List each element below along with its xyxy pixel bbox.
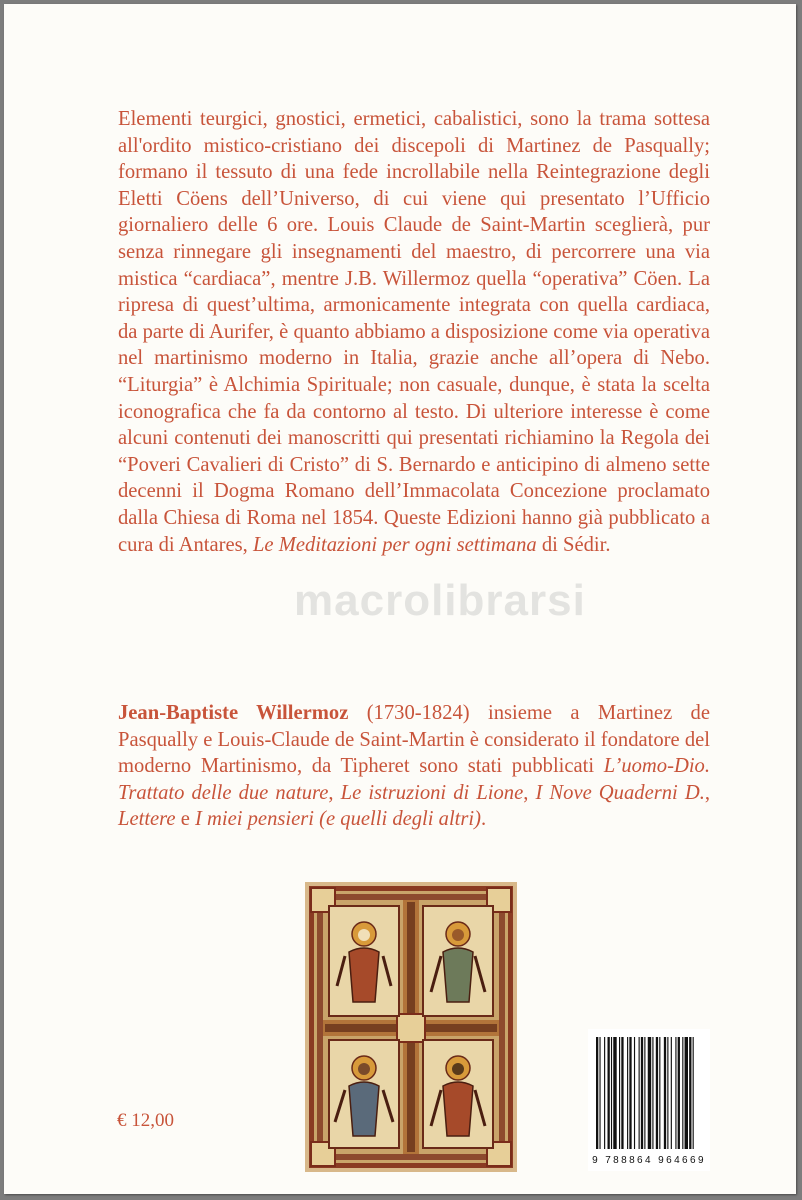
barcode-bar (648, 1037, 651, 1149)
barcode-bar (608, 1037, 610, 1149)
bio-title-4: Lettere (118, 808, 176, 831)
barcode-bar (675, 1037, 676, 1149)
barcode-bar (613, 1037, 616, 1149)
bio-title-3: I Nove Quaderni D. (535, 781, 705, 804)
barcode-bar (682, 1037, 683, 1149)
author-bio (118, 700, 710, 833)
bio-title-2: Le istruzioni di Lione (340, 781, 524, 804)
bio-title-1: L’uomo-Dio. Trattato delle due nature (118, 755, 710, 804)
price: € 12,00 (117, 1110, 174, 1131)
blurb-book-title: Le Meditazioni per ogni settimana (252, 533, 537, 556)
barcode-bar (627, 1037, 628, 1149)
isbn-number: 9 788864 964669 (592, 1155, 706, 1166)
barcode-bar (639, 1037, 640, 1149)
bio-text-2: , (328, 781, 341, 804)
illuminated-manuscript-image (305, 882, 517, 1172)
author-name: Jean-Baptiste Willermoz (118, 702, 349, 724)
blurb-tail: di Sédir. (536, 533, 611, 556)
barcode-bar (671, 1037, 672, 1149)
barcode-bar (689, 1037, 691, 1149)
blurb-text: Elementi teurgici, gnostici, ermetici, cabalistici, sono la trama sottesa all'ordito mistico-cristiano dei discepoli di Martinez de Pasqually; formano il tessuto di una fede incrollabile nella Reintegrazione degli Eletti Cöens dell’Universo, di cui viene qui presentato l’Ufficio giornaliero delle 6 ore. Louis Claude de Saint-Martin sceglierà, pur senza rinnegare gli insegnamenti del maestro, di percorrere una via mistica “cardiaca”, mentre J.B. Willermoz quella “operativa” Cöen. La ripresa di quest’ultima, armonicamente integrata con quella cardiaca, da parte di Aurifer, è quanto abbiamo a disposizione come via operativa nel martinismo moderno in Italia, grazie anche all’opera di Nebo. “Liturgia” è Alchimia Spirituale; non casuale, dunque, è stata la scelta iconografica che fa da contorno al testo. Di ulteriore interesse è come alcuni contenuti dei manoscritti qui presentati richiamino la Regola dei “Poveri Cavalieri di Cristo” di S. Bernardo e anticipino di almeno sette decenni il Dogma Romano dell’Immacolata Concezione proclamato dalla Chiesa di Roma nel 1854. Queste Edizioni hanno già pubblicato a cura di Antares, (118, 108, 710, 556)
back-cover (4, 4, 796, 1194)
barcode (588, 1029, 710, 1171)
barcode-bar (641, 1037, 643, 1149)
blurb-paragraph (118, 106, 710, 558)
bio-text-5: e (175, 808, 196, 831)
barcode-bar (693, 1037, 694, 1149)
barcode-bar (634, 1037, 635, 1149)
barcode-bar (659, 1037, 660, 1149)
barcode-bar (644, 1037, 645, 1149)
barcode-bar (611, 1037, 612, 1149)
barcode-bars (594, 1037, 704, 1155)
barcode-bar (599, 1037, 600, 1149)
barcode-bar (596, 1037, 598, 1149)
barcode-bar (621, 1037, 623, 1149)
barcode-bar (656, 1037, 658, 1149)
barcode-bar (604, 1037, 605, 1149)
bio-text-6: . (480, 808, 487, 831)
barcode-bar (667, 1037, 668, 1149)
bio-text-3: , (523, 781, 536, 804)
watermark: macrolibrarsi (294, 576, 586, 625)
bio-text-1: (1730-1824) insieme a Martinez de Pasqually e Louis-Claude de Saint-Martin è considerato il fondatore del moderno Martinismo, da Tipheret sono stati pubblicati (118, 702, 710, 778)
barcode-bar (664, 1037, 666, 1149)
barcode-bar (619, 1037, 620, 1149)
barcode-bar (678, 1037, 680, 1149)
barcode-bar (652, 1037, 653, 1149)
bio-text-4: , (704, 781, 711, 804)
barcode-bar (685, 1037, 688, 1149)
bio-title-5: I miei pensieri (e quelli degli altri) (195, 808, 481, 831)
barcode-bar (629, 1037, 631, 1149)
